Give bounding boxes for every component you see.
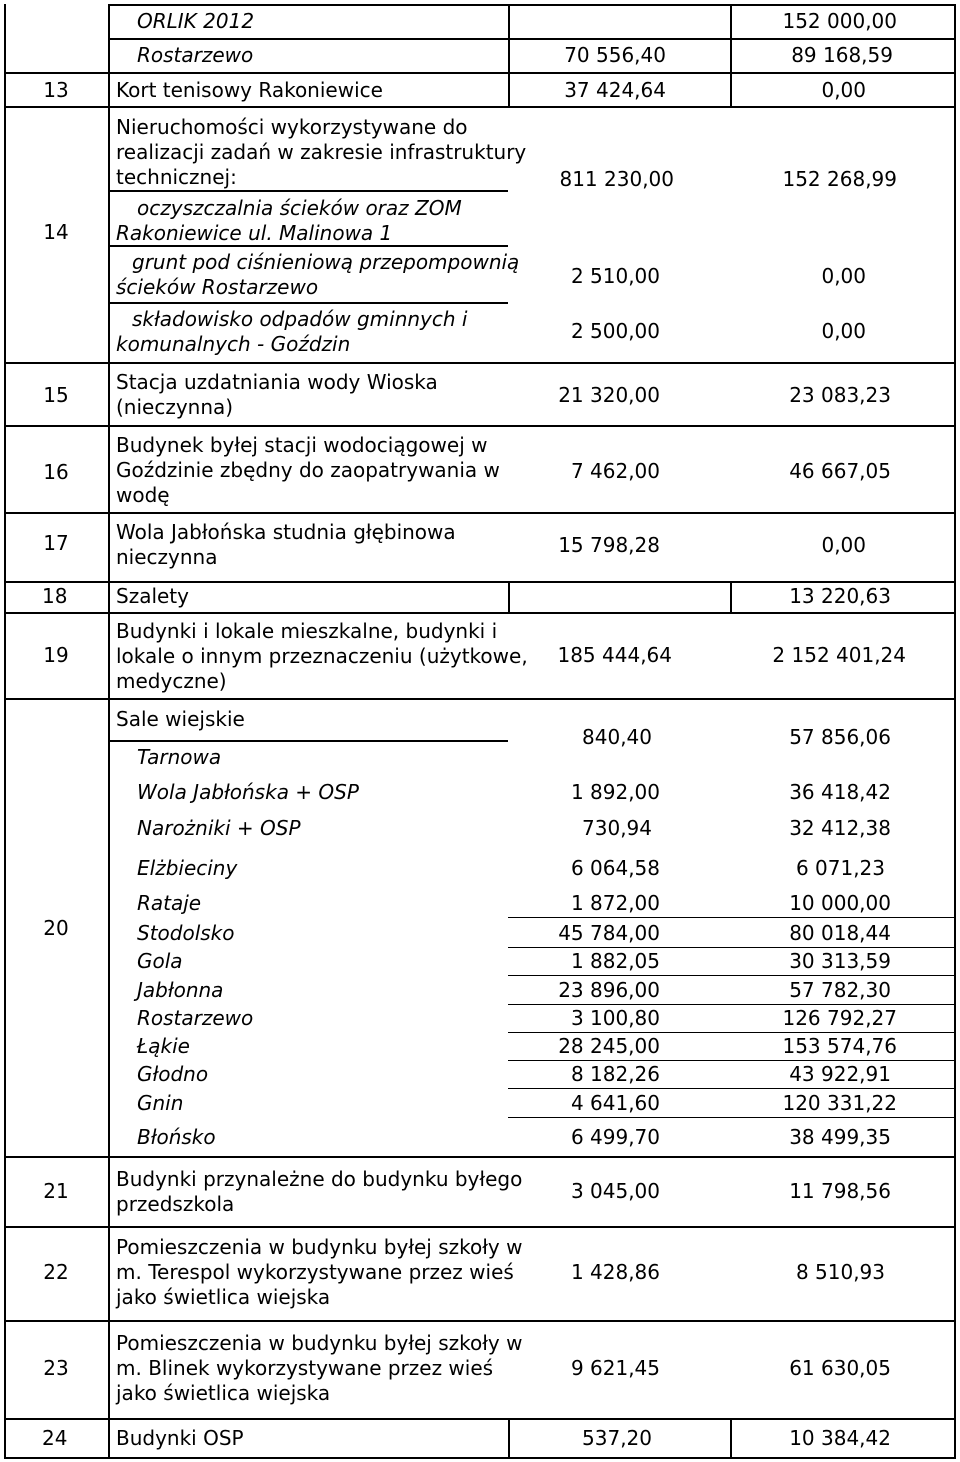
hall-value-2: 153 574,76 — [782, 1034, 897, 1058]
subitem-value-2: 0,00 — [821, 264, 866, 288]
row-divider — [4, 106, 956, 108]
hall-value-1-underline — [508, 1088, 730, 1089]
row-name-line: m. Blinek wykorzystywane przez wieś — [116, 1356, 494, 1380]
row-name-line: jako świetlica wiejska — [116, 1285, 331, 1309]
hall-value-2: 126 792,27 — [782, 1006, 897, 1030]
hall-value-2: 36 418,42 — [789, 780, 891, 804]
hall-value-2-underline — [730, 1032, 954, 1033]
row-number: 23 — [43, 1356, 69, 1380]
row-value-1: 15 798,28 — [558, 533, 660, 557]
row-number: 24 — [42, 1426, 68, 1450]
hall-value-1-underline — [508, 947, 730, 948]
row-number: 22 — [43, 1260, 69, 1284]
row-value-2: 46 667,05 — [789, 459, 891, 483]
table-border-top — [108, 4, 956, 6]
row-value-2: 23 083,23 — [789, 383, 891, 407]
row-number: 16 — [43, 460, 69, 484]
row-value-2: 8 510,93 — [795, 1260, 885, 1284]
hall-name: Stodolsko — [137, 921, 235, 945]
row-value-2: 0,00 — [821, 533, 866, 557]
subitem-value-2: 0,00 — [821, 319, 866, 343]
hall-value-2-underline — [730, 1060, 954, 1061]
row-name-line: Wola Jabłońska studnia głębinowa — [116, 520, 456, 544]
hall-value-1: 45 784,00 — [558, 921, 660, 945]
row-value-1: 9 621,45 — [570, 1356, 660, 1380]
row-value-1: 1 428,86 — [570, 1260, 660, 1284]
hall-value-1: 3 100,80 — [570, 1006, 660, 1030]
row-name-line: Budynki przynależne do budynku byłego — [116, 1167, 523, 1191]
hall-value-1: 1 882,05 — [570, 949, 660, 973]
row-name: Rostarzewo — [137, 43, 254, 67]
row-divider — [4, 698, 956, 700]
row-number: 21 — [43, 1179, 69, 1203]
row-name-line: Pomieszczenia w budynku byłej szkoły w — [116, 1331, 523, 1355]
hall-value-1: 730,94 — [582, 816, 652, 840]
hall-value-1-underline — [508, 1004, 730, 1005]
row-value-2: 89 168,59 — [791, 43, 893, 67]
row-value-2: 152 000,00 — [782, 9, 897, 33]
row-divider — [4, 1418, 956, 1420]
row-number: 18 — [42, 584, 68, 608]
row-name-line: Nieruchomości wykorzystywane do — [116, 115, 468, 139]
table-border-bottom — [4, 1457, 956, 1459]
hall-value-2: 57 856,06 — [789, 725, 891, 749]
subitem-name-line: oczyszczalnia ścieków oraz ZOM — [137, 196, 462, 220]
hall-value-1-underline — [508, 1032, 730, 1033]
row-number: 20 — [43, 916, 69, 940]
subitem-name-line: ścieków Rostarzewo — [116, 275, 319, 299]
hall-name: Gnin — [137, 1091, 184, 1115]
row-name-line: przedszkola — [116, 1192, 235, 1216]
subitem-name-line: grunt pod ciśnieniową przepompownią — [132, 250, 520, 274]
column-divider-v1 — [508, 583, 510, 612]
subitem-name-line: składowisko odpadów gminnych i — [132, 307, 468, 331]
hall-name: Głodno — [137, 1062, 209, 1086]
hall-value-2: 38 499,35 — [789, 1125, 891, 1149]
column-divider-lp — [108, 4, 110, 1459]
row-name-line: Budynek byłej stacji wodociągowej w — [116, 433, 488, 457]
hall-name: Rataje — [137, 891, 202, 915]
row-divider — [108, 38, 956, 40]
row-divider — [4, 512, 956, 514]
row-divider — [4, 1226, 956, 1228]
row-value-2: 10 384,42 — [789, 1426, 891, 1450]
row-value-2: 0,00 — [821, 78, 866, 102]
hall-value-2: 43 922,91 — [789, 1062, 891, 1086]
hall-value-1-underline — [508, 975, 730, 976]
hall-value-2-underline — [730, 917, 954, 918]
row-value-1: 37 424,64 — [564, 78, 666, 102]
subitem-name-line: Rakoniewice ul. Malinowa 1 — [116, 221, 393, 245]
row-name-line: technicznej: — [116, 165, 237, 189]
row-divider — [4, 72, 956, 74]
hall-value-1: 6 499,70 — [570, 1125, 660, 1149]
row-number: 13 — [43, 78, 69, 102]
hall-value-1: 8 182,26 — [570, 1062, 660, 1086]
row-value-1: 21 320,00 — [558, 383, 660, 407]
row-name-line: Stacja uzdatniania wody Wioska — [116, 370, 438, 394]
hall-value-1: 23 896,00 — [558, 978, 660, 1002]
hall-value-2-underline — [730, 947, 954, 948]
row-name-line: Budynki i lokale mieszkalne, budynki i — [116, 619, 498, 643]
row-divider — [4, 362, 956, 364]
hall-value-2-underline — [730, 1004, 954, 1005]
subitem-value-1: 2 500,00 — [570, 319, 660, 343]
row-name-line: realizacji zadań w zakresie infrastruktury — [116, 140, 527, 164]
row-value-2: 13 220,63 — [789, 584, 891, 608]
subitem-value-1: 2 510,00 — [570, 264, 660, 288]
row-name: ORLIK 2012 — [137, 9, 255, 33]
hall-name: Łąkie — [137, 1034, 190, 1058]
hall-value-2: 57 782,30 — [789, 978, 891, 1002]
table-border-right — [954, 4, 956, 1459]
row-name-line: m. Terespol wykorzystywane przez wieś — [116, 1260, 514, 1284]
hall-value-1-underline — [508, 1060, 730, 1061]
row-name-line: wodę — [116, 483, 170, 507]
row-divider — [4, 425, 956, 427]
row-divider — [4, 581, 956, 583]
row-value-1: 70 556,40 — [564, 43, 666, 67]
row-name: Szalety — [116, 584, 189, 608]
row-value-2: 2 152 401,24 — [772, 643, 906, 667]
row-value-1: 811 230,00 — [559, 167, 674, 191]
hall-name: Błońsko — [137, 1125, 216, 1149]
row-name-line: jako świetlica wiejska — [116, 1381, 331, 1405]
row-name-line: Goździnie zbędny do zaopatrywania w — [116, 458, 500, 482]
row-value-2: 152 268,99 — [782, 167, 897, 191]
row-value-1: 3 045,00 — [570, 1179, 660, 1203]
row-value-1: 185 444,64 — [557, 643, 672, 667]
hall-value-2: 80 018,44 — [789, 921, 891, 945]
row-number: 15 — [43, 383, 69, 407]
row-name-line: lokale o innym przeznaczeniu (użytkowe, — [116, 644, 528, 668]
hall-name: Elżbieciny — [137, 856, 238, 880]
hall-value-1: 28 245,00 — [558, 1034, 660, 1058]
hall-name: Gola — [137, 949, 183, 973]
hall-name: Tarnowa — [137, 745, 222, 769]
hall-value-2: 6 071,23 — [795, 856, 885, 880]
hall-name: Narożniki + OSP — [137, 816, 301, 840]
row-name-line: nieczynna — [116, 545, 218, 569]
hall-value-2: 30 313,59 — [789, 949, 891, 973]
hall-value-1: 6 064,58 — [570, 856, 660, 880]
row-name: Kort tenisowy Rakoniewice — [116, 78, 383, 102]
hall-name: Jabłonna — [137, 978, 224, 1002]
hall-value-2: 10 000,00 — [789, 891, 891, 915]
hall-value-1-underline — [508, 1117, 730, 1118]
hall-name: Wola Jabłońska + OSP — [137, 780, 359, 804]
hall-name: Rostarzewo — [137, 1006, 254, 1030]
row-divider — [4, 1156, 956, 1158]
row-name-line: (nieczynna) — [116, 395, 234, 419]
hall-value-1: 1 872,00 — [570, 891, 660, 915]
hall-value-2-underline — [730, 1088, 954, 1089]
hall-value-2: 120 331,22 — [782, 1091, 897, 1115]
row-name: Budynki OSP — [116, 1426, 244, 1450]
hall-value-1: 1 892,00 — [570, 780, 660, 804]
subrow-divider — [108, 190, 508, 192]
row-value-1: 537,20 — [582, 1426, 652, 1450]
row-number: 17 — [43, 531, 69, 555]
row-number: 14 — [43, 220, 69, 244]
subitem-name-line: komunalnych - Goździn — [116, 332, 351, 356]
hall-value-2-underline — [730, 975, 954, 976]
row-value-2: 11 798,56 — [789, 1179, 891, 1203]
row-value-1: 7 462,00 — [570, 459, 660, 483]
row-divider — [4, 612, 956, 614]
row-value-2: 61 630,05 — [789, 1356, 891, 1380]
row-name-line: Pomieszczenia w budynku byłej szkoły w — [116, 1235, 523, 1259]
subrow-divider — [108, 740, 508, 742]
hall-value-1: 4 641,60 — [570, 1091, 660, 1115]
hall-value-2-underline — [730, 1117, 954, 1118]
row-number: 19 — [43, 643, 69, 667]
hall-value-1-underline — [508, 917, 730, 918]
row-name-line: medyczne) — [116, 669, 227, 693]
hall-value-2: 32 412,38 — [789, 816, 891, 840]
subrow-divider — [108, 302, 508, 304]
hall-value-1: 840,40 — [582, 725, 652, 749]
row-name: Sale wiejskie — [116, 707, 245, 731]
row-divider — [4, 1320, 956, 1322]
